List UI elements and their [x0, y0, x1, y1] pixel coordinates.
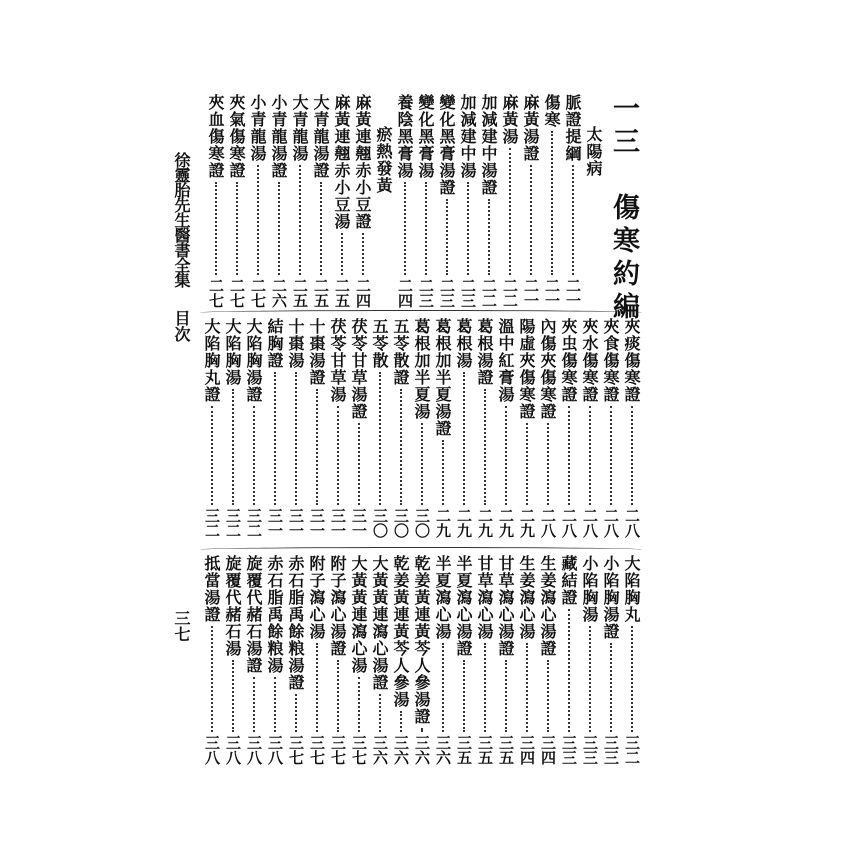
- entry-title: 茯苓甘草湯: [328, 318, 347, 403]
- toc-entry: [369, 318, 390, 538]
- toc-entry: [474, 318, 495, 538]
- toc-tier-bottom: [200, 555, 642, 765]
- entry-page-number: 三四: [539, 735, 557, 765]
- entry-page-number: 三一: [266, 508, 284, 538]
- dot-leader: [505, 660, 507, 732]
- entry-title: 乾姜黃連黃芩人參湯: [391, 555, 410, 708]
- toc-entry: [201, 318, 222, 538]
- toc-entry: [499, 94, 520, 308]
- toc-heading: [373, 94, 394, 308]
- entry-title: 附子瀉心湯證: [328, 555, 347, 657]
- entry-page-number: 三六: [434, 735, 452, 765]
- entry-title: 大陷胸湯: [223, 318, 242, 386]
- entry-page-number: 三一: [329, 508, 347, 538]
- toc-entry: [579, 555, 600, 765]
- dot-leader: [379, 694, 381, 732]
- dot-leader: [547, 660, 549, 732]
- entry-title: 五苓散證: [391, 318, 410, 386]
- dot-leader: [215, 182, 217, 275]
- entry-page-number: 三七: [329, 735, 347, 765]
- entry-title: 葛根湯: [454, 318, 473, 369]
- toc-entry: [306, 318, 327, 538]
- dot-leader: [568, 406, 570, 505]
- dot-leader: [421, 728, 423, 732]
- dot-leader: [362, 233, 364, 275]
- dot-leader: [488, 199, 490, 275]
- entry-title: 麻黃湯證: [521, 94, 540, 162]
- heading-text: 一三 傷寒約編: [608, 94, 639, 325]
- entry-page-number: 二八: [623, 508, 641, 538]
- dot-leader: [442, 440, 444, 505]
- entry-title: 茯苓甘草湯證: [349, 318, 368, 420]
- dot-leader: [610, 643, 612, 732]
- toc-entry: [537, 555, 558, 765]
- entry-page-number: 三一: [287, 508, 305, 538]
- dot-leader: [631, 406, 633, 505]
- entry-page-number: 三七: [308, 735, 326, 765]
- dot-leader: [484, 643, 486, 732]
- entry-page-number: 三八: [224, 735, 242, 765]
- entry-title: 乾姜黃連黃芩人參湯證: [412, 555, 431, 725]
- entry-title: 生姜瀉心湯: [517, 555, 536, 640]
- entry-title: 小陷胸湯: [580, 555, 599, 623]
- toc-entry: [394, 94, 415, 308]
- dot-leader: [631, 626, 633, 732]
- entry-title: 大陷胸丸: [622, 555, 641, 623]
- toc-entry: [453, 555, 474, 765]
- dot-leader: [421, 423, 423, 505]
- entry-title: 生姜瀉心湯證: [538, 555, 557, 657]
- toc-entry: [201, 555, 222, 765]
- entry-title: 旋覆代赭石湯證: [244, 555, 263, 674]
- entry-page-number: 二九: [476, 508, 494, 538]
- toc-entry: [289, 94, 310, 308]
- heading-text: 太陽病: [584, 126, 603, 177]
- toc-entry: [285, 555, 306, 765]
- entry-title: 養陰黑膏湯: [395, 94, 414, 179]
- entry-page-number: 二三: [417, 278, 435, 308]
- section-title: [604, 94, 642, 325]
- toc-entry: [264, 555, 285, 765]
- toc-entry: [537, 318, 558, 538]
- entry-title: 甘草瀉心湯證: [496, 555, 515, 657]
- toc-entry: [520, 94, 541, 308]
- toc-tier-top: [200, 94, 642, 325]
- entry-title: 夾食傷寒證: [601, 318, 620, 403]
- entry-page-number: 二九: [434, 508, 452, 538]
- entry-title: 小陷胸湯證: [601, 555, 620, 640]
- dot-leader: [358, 423, 360, 505]
- toc-entry: [541, 94, 562, 308]
- toc-entry: [243, 318, 264, 538]
- toc-entry: [621, 318, 642, 538]
- dot-leader: [446, 199, 448, 275]
- toc-entry: [205, 94, 226, 308]
- dot-leader: [236, 182, 238, 275]
- toc-entry: [436, 94, 457, 308]
- toc-entry: [432, 555, 453, 765]
- dot-leader: [274, 677, 276, 732]
- entry-page-number: 三八: [266, 735, 284, 765]
- entry-page-number: 二二: [501, 278, 519, 308]
- dot-leader: [526, 423, 528, 505]
- entry-title: 甘草瀉心湯: [475, 555, 494, 640]
- entry-page-number: 三八: [203, 735, 221, 765]
- entry-page-number: 三八: [245, 735, 263, 765]
- dot-leader: [442, 643, 444, 732]
- page-number: 三七: [172, 610, 191, 642]
- entry-page-number: 三二: [623, 735, 641, 765]
- entry-page-number: 三四: [518, 735, 536, 765]
- toc-entry: [310, 94, 331, 308]
- entry-title: 麻黃連翹赤小豆湯: [332, 94, 351, 230]
- toc-entry: [516, 555, 537, 765]
- toc-entry: [352, 94, 373, 308]
- toc-entry: [369, 555, 390, 765]
- entry-page-number: 二一: [564, 278, 582, 308]
- toc-entry: [390, 318, 411, 538]
- entry-page-number: 二七: [228, 278, 246, 308]
- entry-title: 半夏瀉心湯證: [454, 555, 473, 657]
- toc-entry: [327, 318, 348, 538]
- entry-page-number: 三七: [287, 735, 305, 765]
- entry-page-number: 三六: [392, 735, 410, 765]
- entry-title: 麻黃連翹赤小豆證: [353, 94, 372, 230]
- dot-leader: [572, 165, 574, 275]
- toc-entry: [247, 94, 268, 308]
- toc-entry: [411, 555, 432, 765]
- entry-page-number: 二三: [459, 278, 477, 308]
- entry-page-number: 二三: [438, 278, 456, 308]
- dot-leader: [467, 182, 469, 275]
- entry-title: 大陷胸丸證: [202, 318, 221, 403]
- dot-leader: [589, 406, 591, 505]
- entry-page-number: 三〇: [413, 508, 431, 538]
- toc-entry: [600, 318, 621, 538]
- entry-page-number: 二八: [581, 508, 599, 538]
- entry-page-number: 三〇: [392, 508, 410, 538]
- toc-entry: [495, 555, 516, 765]
- entry-page-number: 三〇: [371, 508, 389, 538]
- dot-leader: [295, 372, 297, 505]
- entry-title: 夾血傷寒證: [206, 94, 225, 179]
- toc-entry: [478, 94, 499, 308]
- entry-page-number: 三五: [497, 735, 515, 765]
- entry-title: 旋覆代赭石湯: [223, 555, 242, 657]
- entry-title: 結胸證: [265, 318, 284, 369]
- entry-page-number: 三五: [455, 735, 473, 765]
- entry-page-number: 三一: [350, 508, 368, 538]
- entry-page-number: 三二: [245, 508, 263, 538]
- entry-title: 變化黑膏湯: [416, 94, 435, 179]
- entry-page-number: 三二: [203, 508, 221, 538]
- dot-leader: [463, 660, 465, 732]
- toc-entry: [222, 555, 243, 765]
- entry-page-number: 二二: [480, 278, 498, 308]
- toc-entry: [453, 318, 474, 538]
- toc-entry: [222, 318, 243, 538]
- entry-page-number: 二七: [249, 278, 267, 308]
- dot-leader: [320, 182, 322, 275]
- entry-page-number: 二八: [602, 508, 620, 538]
- toc-entry: [226, 94, 247, 308]
- dot-leader: [379, 372, 381, 505]
- dot-leader: [526, 643, 528, 732]
- dot-leader: [589, 626, 591, 732]
- entry-page-number: 二五: [333, 278, 351, 308]
- toc-entry: [600, 555, 621, 765]
- toc-entry: [558, 318, 579, 538]
- toc-entry: [411, 318, 432, 538]
- dot-leader: [274, 372, 276, 505]
- dot-leader: [253, 406, 255, 505]
- entry-title: 陽虛夾傷寒證: [517, 318, 536, 420]
- entry-page-number: 二五: [312, 278, 330, 308]
- section-label: 目次: [172, 310, 191, 342]
- dot-leader: [509, 148, 511, 275]
- entry-page-number: 三一: [308, 508, 326, 538]
- entry-title: 小青龍湯: [248, 94, 267, 162]
- entry-page-number: 三六: [413, 735, 431, 765]
- dot-leader: [211, 626, 213, 732]
- entry-page-number: 三三: [581, 735, 599, 765]
- dot-leader: [484, 389, 486, 505]
- toc-entry: [495, 318, 516, 538]
- dot-leader: [232, 660, 234, 732]
- entry-title: 夾水傷寒證: [580, 318, 599, 403]
- entry-title: 大黃黃連瀉心湯證: [370, 555, 389, 691]
- toc-entry: [415, 94, 436, 308]
- entry-title: 加減建中湯: [458, 94, 477, 179]
- toc-entry: [579, 318, 600, 538]
- entry-page-number: 二一: [522, 278, 540, 308]
- wavy-divider: [200, 310, 642, 315]
- entry-title: 夾痰傷寒證: [622, 318, 641, 403]
- toc-entry: [327, 555, 348, 765]
- toc-entry: [348, 318, 369, 538]
- toc-entry: [558, 555, 579, 765]
- entry-title: 五苓散: [370, 318, 389, 369]
- dot-leader: [278, 182, 280, 275]
- toc-entry: [243, 555, 264, 765]
- dot-leader: [404, 182, 406, 275]
- book-title: 徐靈胎先生醫書全集: [172, 152, 191, 287]
- entry-title: 傷寒: [542, 94, 561, 128]
- heading-text: 瘀熱發黃: [374, 126, 393, 194]
- entry-page-number: 三六: [371, 735, 389, 765]
- entry-title: 葛根加半夏湯: [412, 318, 431, 420]
- entry-page-number: 二四: [396, 278, 414, 308]
- entry-title: 抵當湯證: [202, 555, 221, 623]
- dot-leader: [568, 609, 570, 732]
- dot-leader: [530, 165, 532, 275]
- toc-entry: [306, 555, 327, 765]
- entry-title: 大黃黃連瀉心湯: [349, 555, 368, 674]
- entry-page-number: 二八: [539, 508, 557, 538]
- dot-leader: [551, 131, 553, 275]
- dot-leader: [232, 389, 234, 505]
- toc-entry: [285, 318, 306, 538]
- entry-title: 赤石脂禹餘粮湯證: [286, 555, 305, 691]
- entry-title: 大青龍湯: [290, 94, 309, 162]
- toc-entry: [348, 555, 369, 765]
- dot-leader: [547, 423, 549, 505]
- dot-leader: [295, 694, 297, 732]
- entry-title: 半夏瀉心湯: [433, 555, 452, 640]
- toc-entry: [562, 94, 583, 308]
- entry-page-number: 三三: [560, 735, 578, 765]
- dot-leader: [257, 165, 259, 275]
- toc-entry: [474, 555, 495, 765]
- toc-entry: [264, 318, 285, 538]
- entry-page-number: 二九: [455, 508, 473, 538]
- toc-entry: [390, 555, 411, 765]
- entry-page-number: 二五: [291, 278, 309, 308]
- wavy-divider: [200, 547, 642, 552]
- entry-page-number: 二九: [497, 508, 515, 538]
- dot-leader: [505, 406, 507, 505]
- entry-page-number: 二八: [560, 508, 578, 538]
- dot-leader: [299, 165, 301, 275]
- entry-title: 小青龍湯證: [269, 94, 288, 179]
- entry-page-number: 三二: [224, 508, 242, 538]
- entry-title: 藏結證: [559, 555, 578, 606]
- toc-entry: [268, 94, 289, 308]
- dot-leader: [610, 406, 612, 505]
- dot-leader: [358, 677, 360, 732]
- dot-leader: [253, 677, 255, 732]
- dot-leader: [337, 406, 339, 505]
- entry-title: 麻黃湯: [500, 94, 519, 145]
- entry-title: 變化黑膏湯證: [437, 94, 456, 196]
- dot-leader: [341, 233, 343, 275]
- entry-title: 夾虫傷寒證: [559, 318, 578, 403]
- entry-title: 脈證提綱: [563, 94, 582, 162]
- entry-page-number: 二六: [270, 278, 288, 308]
- entry-title: 附子瀉心湯: [307, 555, 326, 640]
- toc-entry: [331, 94, 352, 308]
- entry-title: 葛根加半夏湯證: [433, 318, 452, 437]
- entry-page-number: 二四: [354, 278, 372, 308]
- entry-title: 大陷胸湯證: [244, 318, 263, 403]
- dot-leader: [211, 406, 213, 505]
- toc-entry: [457, 94, 478, 308]
- entry-page-number: 三三: [602, 735, 620, 765]
- entry-page-number: 二七: [207, 278, 225, 308]
- toc-entry: [621, 555, 642, 765]
- dot-leader: [316, 643, 318, 732]
- entry-title: 十棗湯: [286, 318, 305, 369]
- entry-page-number: 三七: [350, 735, 368, 765]
- toc-tier-middle: [200, 318, 642, 538]
- dot-leader: [400, 389, 402, 505]
- dot-leader: [316, 389, 318, 505]
- dot-leader: [337, 660, 339, 732]
- toc-entry: [432, 318, 453, 538]
- entry-title: 大青龍湯證: [311, 94, 330, 179]
- dot-leader: [425, 182, 427, 275]
- entry-title: 葛根湯證: [475, 318, 494, 386]
- entry-title: 夾氣傷寒證: [227, 94, 246, 179]
- entry-page-number: 三五: [476, 735, 494, 765]
- entry-title: 赤石脂禹餘粮湯: [265, 555, 284, 674]
- dot-leader: [400, 711, 402, 732]
- toc-heading: [583, 94, 604, 308]
- dot-leader: [463, 372, 465, 505]
- entry-title: 加減建中湯證: [479, 94, 498, 196]
- entry-page-number: 二九: [518, 508, 536, 538]
- entry-title: 溫中紅膏湯: [496, 318, 515, 403]
- entry-title: 內傷夾傷寒證: [538, 318, 557, 420]
- entry-page-number: 二一: [543, 278, 561, 308]
- toc-entry: [516, 318, 537, 538]
- entry-title: 十棗湯證: [307, 318, 326, 386]
